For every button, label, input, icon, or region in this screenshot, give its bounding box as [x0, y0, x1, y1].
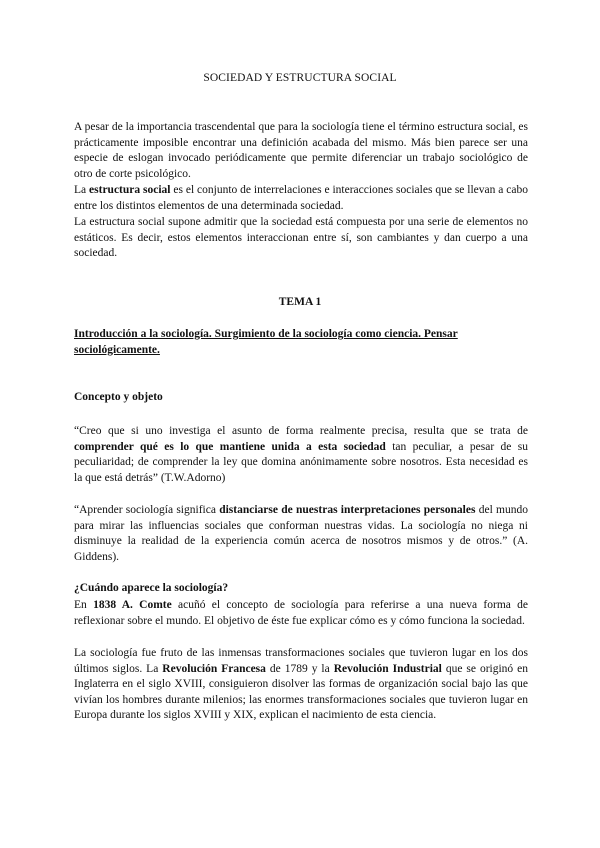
cuando-paragraph-1: [74, 598, 528, 629]
intro-p2-bold: estructura social: [89, 184, 171, 196]
cuando-p2-c: de 1789 y la: [265, 662, 334, 675]
quote-adorno-post: tan peculiar, a pesar de su peculiaridad; de comprender la ley que domina anónimamente sobre nosotros. Esta necesidad es la que está detrás” (T.W.Adorno): [74, 440, 528, 484]
cuando-p1-post: acuñó el concepto de sociología para referirse a una nueva forma de reflexionar sobre el mundo. El objetivo de éste fue explicar cómo es y cómo funciona la sociedad.: [74, 599, 528, 627]
cuando-p1-pre: En: [74, 599, 94, 611]
quote-adorno: [74, 424, 528, 486]
intro-paragraph-3: [74, 215, 528, 262]
quote-giddens-post: del mundo para mirar las influencias sociales que conforman nuestras vidas. La sociología no niega ni disminuye la realidad de la experiencia común acerca de nosotros mismos y de otros.” (A. Giddens).: [74, 504, 528, 563]
tema-subtitle: Introducción a la sociología. Surgimiento de la sociología como ciencia. Pensar sociológicamente.: [74, 328, 458, 356]
cuando-p2-revolucion-industrial: Revolución Industrial: [333, 662, 442, 675]
cuando-p1-bold: 1838 A. Comte: [93, 599, 172, 611]
document-title: SOCIEDAD Y ESTRUCTURA SOCIAL: [203, 72, 397, 84]
quote-giddens-bold: distanciarse de nuestras interpretaciones personales: [219, 504, 476, 516]
cuando-heading: ¿Cuándo aparece la sociología?: [74, 582, 229, 594]
cuando-p2-d: que se originó en Inglaterra en el siglo XVIII, consiguieron disolver las formas de organización social bajo las que vivían los hombres durante milenios; las enormes transformaciones sociales que tuvieron lugar en Europa durante los siglos XVIII y XIX, explican el nacimiento de esta ciencia.: [74, 662, 528, 722]
intro-p3-text: La estructura social supone admitir que la sociedad está compuesta por una serie de elementos no estáticos. Es decir, estos elementos interaccionan entre sí, son cambiantes y dan cuerpo a una sociedad.: [74, 216, 528, 260]
intro-p2-post: es el conjunto de interrelaciones e interacciones sociales que se llevan a cabo entre los distintos elementos de una determinada sociedad.: [74, 184, 528, 212]
quote-adorno-pre: “Creo que si uno investiga el asunto de forma realmente precisa, resulta que se trata de: [74, 425, 528, 437]
concepto-heading: Concepto y objeto: [74, 391, 163, 403]
intro-p2-pre: La: [74, 184, 90, 196]
intro-p1-text: A pesar de la importancia trascendental que para la sociología tiene el término estructura social, es prácticamente imposible encontrar una definición acabada del mismo. Más bien parece ser una especie de eslogan invocado periódicamente que permite diferenciar un trabajo sociológico de otro de corte psicológico.: [74, 121, 528, 180]
intro-paragraph-2: [74, 183, 528, 214]
quote-giddens-pre: “Aprender sociología significa: [74, 504, 220, 516]
cuando-p2-a: La sociología fue fruto de las inmensas transformaciones sociales que tuvieron lugar en los dos últimos siglos. La: [74, 647, 528, 675]
tema-heading: TEMA 1: [278, 296, 322, 308]
cuando-p2-revolucion-francesa: Revolución Francesa: [162, 662, 266, 675]
cuando-paragraph-2: [74, 646, 528, 724]
quote-giddens: [74, 503, 528, 565]
intro-paragraph-1: [74, 120, 528, 182]
quote-adorno-bold: comprender qué es lo que mantiene unida a esta sociedad: [74, 440, 386, 453]
